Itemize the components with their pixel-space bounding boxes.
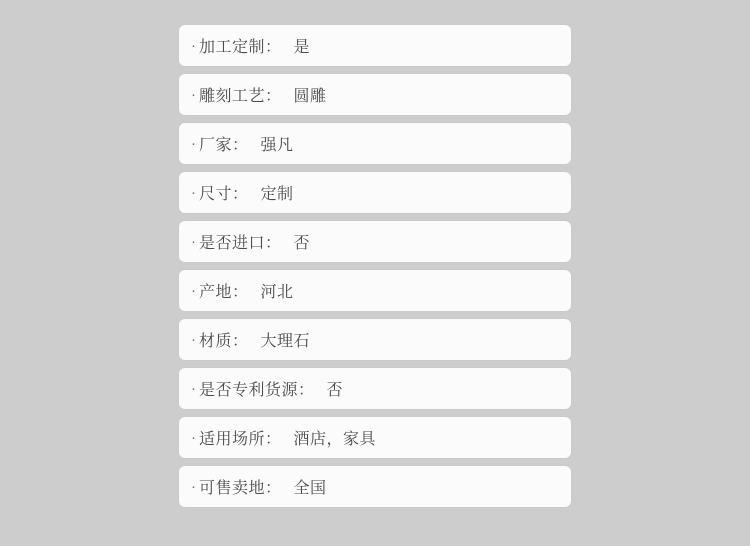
spec-row bbox=[179, 270, 571, 311]
spec-label: 尺寸： bbox=[199, 186, 249, 203]
spec-value: 否 bbox=[326, 382, 344, 399]
spec-label: 材质： bbox=[199, 333, 249, 350]
bullet-icon: · bbox=[191, 184, 196, 201]
bullet-icon: · bbox=[191, 429, 196, 446]
spec-row bbox=[179, 466, 571, 507]
spec-label: 产地： bbox=[199, 284, 249, 301]
spec-value: 强凡 bbox=[260, 137, 294, 154]
spec-row bbox=[179, 368, 571, 409]
bullet-icon: · bbox=[191, 86, 196, 103]
spec-value: 是 bbox=[293, 39, 311, 56]
spec-row bbox=[179, 123, 571, 164]
spec-value: 圆雕 bbox=[293, 88, 327, 105]
spec-value: 定制 bbox=[260, 186, 294, 203]
spec-row bbox=[179, 74, 571, 115]
bullet-icon: · bbox=[191, 380, 196, 397]
spec-value: 全国 bbox=[293, 480, 327, 497]
spec-label: 是否专利货源： bbox=[199, 382, 315, 399]
spec-row bbox=[179, 319, 571, 360]
bullet-icon: · bbox=[191, 282, 196, 299]
spec-row bbox=[179, 221, 571, 262]
spec-row bbox=[179, 417, 571, 458]
spec-label: 是否进口： bbox=[199, 235, 282, 252]
spec-value: 酒店，家具 bbox=[293, 431, 377, 448]
spec-label: 厂家： bbox=[199, 137, 249, 154]
spec-value: 否 bbox=[293, 235, 311, 252]
bullet-icon: · bbox=[191, 331, 196, 348]
spec-row bbox=[179, 172, 571, 213]
spec-label: 可售卖地： bbox=[199, 480, 282, 497]
bullet-icon: · bbox=[191, 37, 196, 54]
spec-label: 适用场所： bbox=[199, 431, 282, 448]
bullet-icon: · bbox=[191, 478, 196, 495]
bullet-icon: · bbox=[191, 135, 196, 152]
spec-value: 大理石 bbox=[260, 333, 311, 350]
spec-value: 河北 bbox=[260, 284, 294, 301]
spec-label: 加工定制： bbox=[199, 39, 282, 56]
spec-row bbox=[179, 25, 571, 66]
bullet-icon: · bbox=[191, 233, 196, 250]
spec-label: 雕刻工艺： bbox=[199, 88, 282, 105]
